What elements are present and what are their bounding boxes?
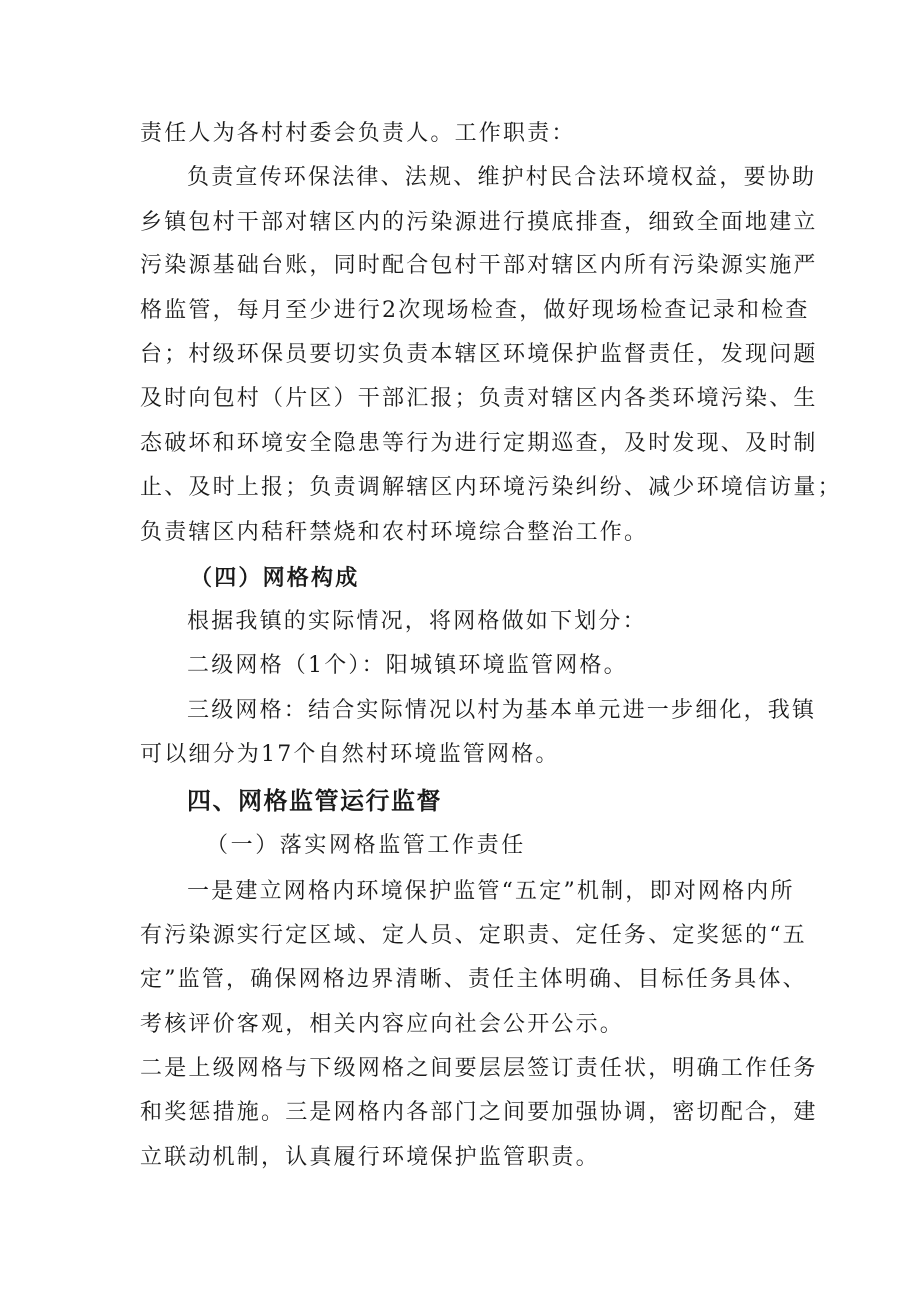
section-heading: （四）网格构成: [190, 565, 360, 591]
paragraph-line: 可以细分为17个自然村环境监管网格。: [140, 742, 560, 767]
paragraph-line: 和奖惩措施。三是网格内各部门之间要加强协调，密切配合，建: [140, 1100, 818, 1125]
paragraph-line: 负责宣传环保法律、法规、维护村民合法环境权益，要协助: [187, 165, 817, 190]
paragraph-line: 有污染源实行定区域、定人员、定职责、定任务、定奖惩的“五: [140, 923, 807, 948]
paragraph-line: 一是建立网格内环境保护监管“五定”机制，即对网格内所: [187, 879, 795, 904]
paragraph-line: 格监管，每月至少进行2次现场检查，做好现场检查记录和检查: [140, 298, 810, 323]
paragraph-line: 责任人为各村村委会负责人。工作职责：: [140, 121, 576, 146]
paragraph-line: 根据我镇的实际情况，将网格做如下划分：: [187, 609, 647, 634]
paragraph-line: 二是上级网格与下级网格之间要层层签订责任状，明确工作任务: [140, 1056, 818, 1081]
paragraph-line: 负责辖区内秸秆禁烧和农村环境综合整治工作。: [140, 520, 649, 545]
paragraph-line: 定”监管，确保网格边界清晰、责任主体明确、目标任务具体、: [140, 967, 807, 992]
paragraph-line: 考核评价客观，相关内容应向社会公开公示。: [140, 1012, 625, 1037]
paragraph-line: 污染源基础台账，同时配合包村干部对辖区内所有污染源实施严: [140, 253, 818, 278]
paragraph-line: 及时向包村（片区）干部汇报；负责对辖区内各类环境污染、生: [140, 386, 818, 411]
paragraph-line: 立联动机制，认真履行环境保护监管职责。: [140, 1145, 600, 1170]
paragraph-line: 态破坏和环境安全隐患等行为进行定期巡查，及时发现、及时制: [140, 431, 818, 456]
section-heading: （一）落实网格监管工作责任: [206, 833, 526, 858]
paragraph-line: 二级网格（1个）：阳城镇环境监管网格。: [187, 653, 628, 678]
paragraph-line: 三级网格：结合实际情况以村为基本单元进一步细化，我镇: [187, 698, 817, 723]
paragraph-line: 止、及时上报；负责调解辖区内环境污染纠纷、减少环境信访量；: [140, 475, 842, 500]
paragraph-line: 台；村级环保员要切实负责本辖区环境保护监督责任，发现问题: [140, 342, 818, 367]
chapter-heading: 四、网格监管运行监督: [187, 787, 442, 815]
paragraph-line: 乡镇包村干部对辖区内的污染源进行摸底排查，细致全面地建立: [140, 210, 818, 235]
